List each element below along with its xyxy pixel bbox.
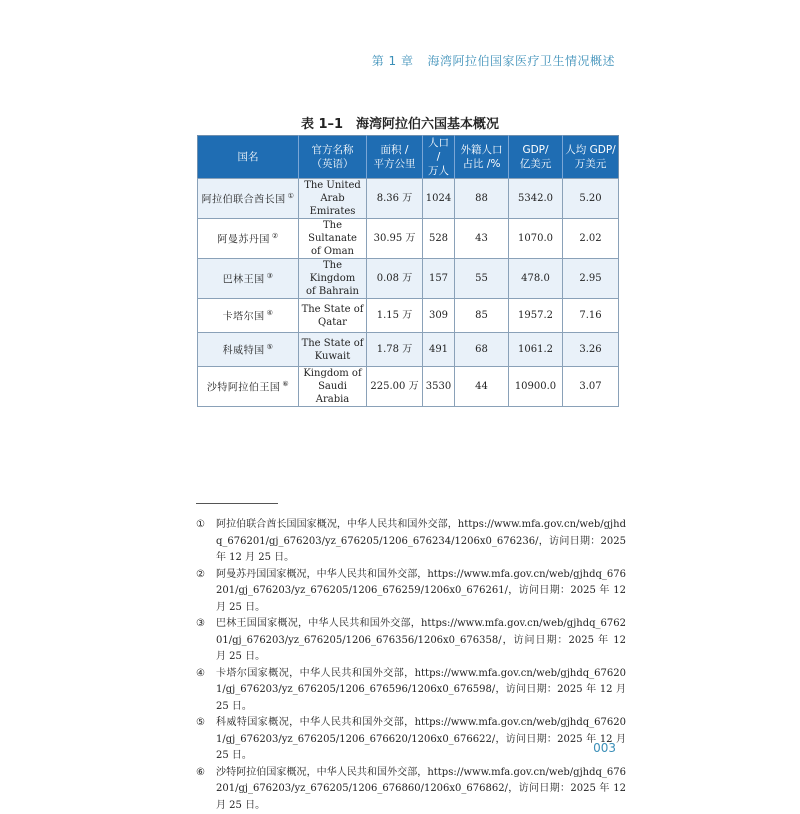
country-name: 巴林王国 ③	[198, 259, 299, 299]
table-row	[198, 333, 619, 367]
foreign-share-cell: 88	[455, 179, 509, 219]
official-name: The State of Kuwait	[299, 333, 367, 367]
official-name: Kingdom of Saudi Arabia	[299, 367, 367, 407]
chapter-title: 海湾阿拉伯国家医疗卫生情况概述	[427, 54, 615, 68]
population-cell: 157	[423, 259, 455, 299]
population-cell: 1024	[423, 179, 455, 219]
column-header: GDP/ 亿美元	[509, 136, 563, 179]
gdp-per-capita-cell: 2.02	[563, 219, 619, 259]
footnote-text: 卡塔尔国家概况，中华人民共和国外交部，https://www.mfa.gov.cn/web/gjhdq_676201/gj_676203/yz_676205/1206_676596/1206x0_676598/，访问日期：2025 年 12 月 25 日。	[216, 666, 626, 716]
chapter-number: 第 1 章	[372, 54, 414, 68]
footnote-ref: ②	[272, 232, 279, 240]
footnote-ref: ⑥	[282, 380, 289, 388]
footnote	[196, 616, 626, 666]
table-row	[198, 219, 619, 259]
gdp-per-capita-cell: 2.95	[563, 259, 619, 299]
foreign-share-cell: 43	[455, 219, 509, 259]
area-cell: 1.78 万	[367, 333, 423, 367]
footnote-mark: ④	[196, 666, 216, 716]
table-row	[198, 299, 619, 333]
footnote	[196, 765, 626, 814]
footnote	[196, 666, 626, 716]
official-name: The State of Qatar	[299, 299, 367, 333]
population-cell: 3530	[423, 367, 455, 407]
population-cell: 528	[423, 219, 455, 259]
footnote	[196, 567, 626, 617]
country-name: 科威特国 ⑤	[198, 333, 299, 367]
table-row	[198, 259, 619, 299]
area-cell: 30.95 万	[367, 219, 423, 259]
gdp-per-capita-cell: 7.16	[563, 299, 619, 333]
column-header: 面积 / 平方公里	[367, 136, 423, 179]
country-name: 阿拉伯联合酋长国 ①	[198, 179, 299, 219]
footnote-mark: ②	[196, 567, 216, 617]
footnote-divider	[196, 503, 278, 504]
area-cell: 0.08 万	[367, 259, 423, 299]
area-cell: 1.15 万	[367, 299, 423, 333]
running-header	[372, 52, 615, 69]
gdp-per-capita-cell: 5.20	[563, 179, 619, 219]
population-cell: 309	[423, 299, 455, 333]
footnote-mark: ⑤	[196, 715, 216, 765]
population-cell: 491	[423, 333, 455, 367]
country-name: 阿曼苏丹国 ②	[198, 219, 299, 259]
footnote-mark: ③	[196, 616, 216, 666]
gdp-per-capita-cell: 3.07	[563, 367, 619, 407]
table-row	[198, 367, 619, 407]
page-number: 003	[593, 741, 616, 755]
gdp-cell: 1070.0	[509, 219, 563, 259]
foreign-share-cell: 44	[455, 367, 509, 407]
gdp-cell: 10900.0	[509, 367, 563, 407]
foreign-share-cell: 55	[455, 259, 509, 299]
footnote	[196, 715, 626, 765]
footnote-ref: ③	[267, 272, 274, 280]
footnote-ref: ④	[267, 309, 274, 317]
official-name: The Kingdom of Bahrain	[299, 259, 367, 299]
footnote-text: 巴林王国国家概况，中华人民共和国外交部，https://www.mfa.gov.cn/web/gjhdq_676201/gj_676203/yz_676205/1206_676356/1206x0_676358/，访问日期：2025 年 12 月 25 日。	[216, 616, 626, 666]
column-header: 人口 / 万人	[423, 136, 455, 179]
column-header: 国名	[198, 136, 299, 179]
country-info-table	[197, 135, 619, 407]
footnote	[196, 517, 626, 567]
column-header: 外籍人口 占比 /%	[455, 136, 509, 179]
gdp-cell: 1061.2	[509, 333, 563, 367]
footnote-text: 沙特阿拉伯国家概况，中华人民共和国外交部，https://www.mfa.gov.cn/web/gjhdq_676201/gj_676203/yz_676205/1206_676860/1206x0_676862/，访问日期：2025 年 12 月 25 日。	[216, 765, 626, 814]
table-title: 表 1–1 海湾阿拉伯六国基本概况	[0, 113, 800, 132]
country-name: 卡塔尔国 ④	[198, 299, 299, 333]
column-header: 人均 GDP/ 万美元	[563, 136, 619, 179]
footnote-mark: ①	[196, 517, 216, 567]
country-name: 沙特阿拉伯王国 ⑥	[198, 367, 299, 407]
gdp-cell: 5342.0	[509, 179, 563, 219]
footnote-mark: ⑥	[196, 765, 216, 814]
column-header: 官方名称 （英语）	[299, 136, 367, 179]
footnote-text: 阿拉伯联合酋长国国家概况，中华人民共和国外交部，https://www.mfa.gov.cn/web/gjhdq_676201/gj_676203/yz_676205/1206_676234/1206x0_676236/，访问日期：2025 年 12 月 25 日。	[216, 517, 626, 567]
table-row	[198, 179, 619, 219]
table-header-row	[198, 136, 619, 179]
official-name: The United Arab Emirates	[299, 179, 367, 219]
footnotes	[196, 517, 626, 814]
foreign-share-cell: 68	[455, 333, 509, 367]
official-name: The Sultanate of Oman	[299, 219, 367, 259]
foreign-share-cell: 85	[455, 299, 509, 333]
area-cell: 8.36 万	[367, 179, 423, 219]
footnote-text: 阿曼苏丹国国家概况，中华人民共和国外交部，https://www.mfa.gov.cn/web/gjhdq_676201/gj_676203/yz_676205/1206_676259/1206x0_676261/，访问日期：2025 年 12 月 25 日。	[216, 567, 626, 617]
footnote-ref: ⑤	[267, 343, 274, 351]
gdp-per-capita-cell: 3.26	[563, 333, 619, 367]
footnote-ref: ①	[288, 192, 295, 200]
area-cell: 225.00 万	[367, 367, 423, 407]
gdp-cell: 1957.2	[509, 299, 563, 333]
footnote-text: 科威特国家概况，中华人民共和国外交部，https://www.mfa.gov.cn/web/gjhdq_676201/gj_676203/yz_676205/1206_676620/1206x0_676622/，访问日期：2025 年 12 月 25 日。	[216, 715, 626, 765]
gdp-cell: 478.0	[509, 259, 563, 299]
